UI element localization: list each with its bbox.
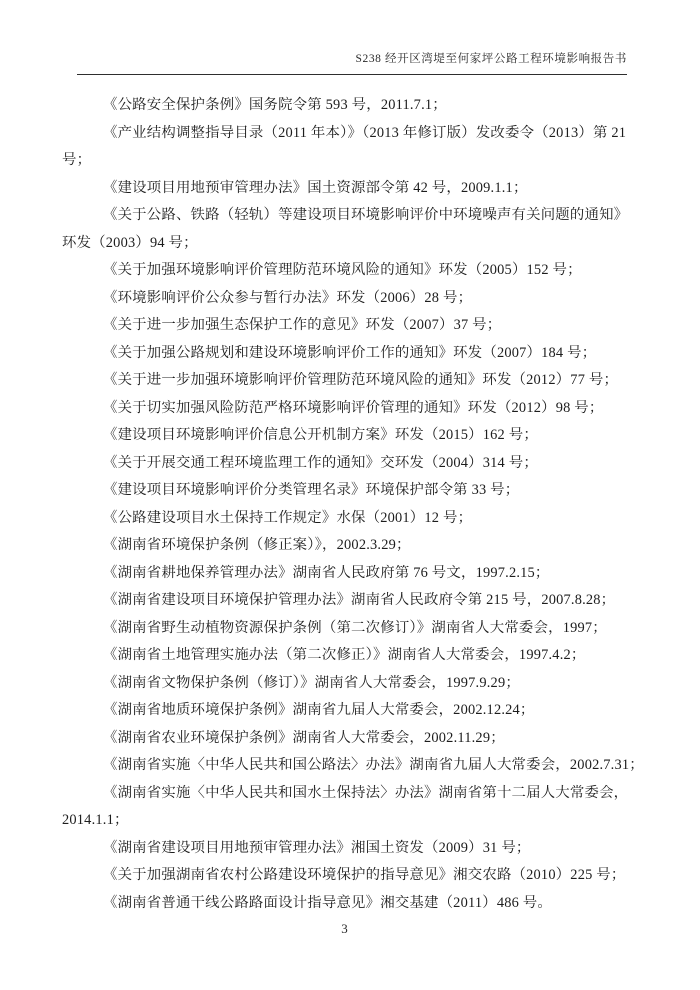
reference-line: 《公路建设项目水土保持工作规定》水保（2001）12 号；: [103, 509, 473, 526]
header-title: S238 经开区湾堤至何家坪公路工程环境影响报告书: [355, 53, 627, 65]
reference-line: 《关于开展交通工程环境监理工作的通知》交环发（2004）314 号；: [103, 454, 538, 471]
reference-line: 《湖南省普通干线公路路面设计指导意见》湘交基建（2011）486 号。: [103, 894, 552, 911]
reference-line: 《湖南省土地管理实施办法（第二次修正）》湖南省人大常委会，1997.4.2；: [103, 647, 586, 663]
reference-line: 《建设项目环境影响评价信息公开机制方案》环发（2015）162 号；: [103, 427, 538, 443]
reference-line: 《湖南省文物保护条例（修订）》湖南省人大常委会，1997.9.29；: [103, 674, 520, 691]
header-rule: [77, 74, 627, 75]
reference-line: 《湖南省耕地保养管理办法》湖南省人民政府第 76 号文，1997.2.15；: [103, 564, 550, 581]
reference-line: 《关于进一步加强生态保护工作的意见》环发（2007）37 号；: [103, 317, 502, 333]
page-header: [62, 52, 627, 67]
reference-line: 《湖南省野生动植物资源保护条例（第二次修订）》湖南省人大常委会，1997；: [103, 619, 607, 636]
reference-line: 《关于进一步加强环境影响评价管理防范环境风险的通知》环发（2012）77 号；: [103, 372, 619, 388]
reference-line: 《湖南省实施〈中华人民共和国水土保持法〉办法》湖南省第十二届人大常委会，: [103, 784, 629, 801]
page-footer: [62, 921, 627, 937]
reference-line: 《湖南省农业环境保护条例》湖南省人大常委会，2002.11.29；: [103, 729, 505, 746]
reference-line: 环发（2003）94 号；: [62, 234, 198, 251]
reference-line: 《环境影响评价公众参与暂行办法》环发（2006）28 号；: [103, 289, 473, 306]
reference-line: 《关于加强公路规划和建设环境影响评价工作的通知》环发（2007）184 号；: [103, 344, 597, 361]
document-body: [62, 92, 644, 917]
reference-line: 号；: [62, 152, 92, 168]
reference-line: 《建设项目环境影响评价分类管理名录》环境保护部令第 33 号；: [103, 482, 520, 498]
reference-line: 《湖南省环境保护条例（修正案）》，2002.3.29；: [103, 537, 411, 553]
reference-line: 《产业结构调整指导目录（2011 年本）》（2013 年修订版）发改委令（2013）第 21: [103, 124, 627, 141]
reference-line: 《建设项目用地预审管理办法》国土资源部令第 42 号，2009.1.1；: [103, 179, 528, 196]
reference-line: 《湖南省建设项目用地预审管理办法》湘国土资发（2009）31 号；: [103, 839, 531, 856]
reference-line: 《关于公路、铁路（轻轨）等建设项目环境影响评价中环境噪声有关问题的通知》: [103, 207, 629, 223]
reference-line: 《公路安全保护条例》国务院令第 593 号，2011.7.1；: [103, 97, 447, 113]
reference-line: 《关于加强环境影响评价管理防范环境风险的通知》环发（2005）152 号；: [103, 262, 582, 278]
reference-line: 《湖南省建设项目环境保护管理办法》湖南省人民政府令第 215 号，2007.8.28；: [103, 592, 616, 608]
reference-line: 《关于加强湖南省农村公路建设环境保护的指导意见》湘交农路（2010）225 号；: [103, 867, 626, 883]
reference-line: 《关于切实加强风险防范严格环境影响评价管理的通知》环发（2012）98 号；: [103, 399, 604, 416]
reference-line: 2014.1.1；: [62, 812, 129, 828]
page-number: 3: [341, 921, 348, 936]
reference-line: 《湖南省地质环境保护条例》湖南省九届人大常委会，2002.12.24；: [103, 702, 535, 718]
reference-line: 《湖南省实施〈中华人民共和国公路法〉办法》湖南省九届人大常委会，2002.7.31；: [103, 757, 644, 773]
